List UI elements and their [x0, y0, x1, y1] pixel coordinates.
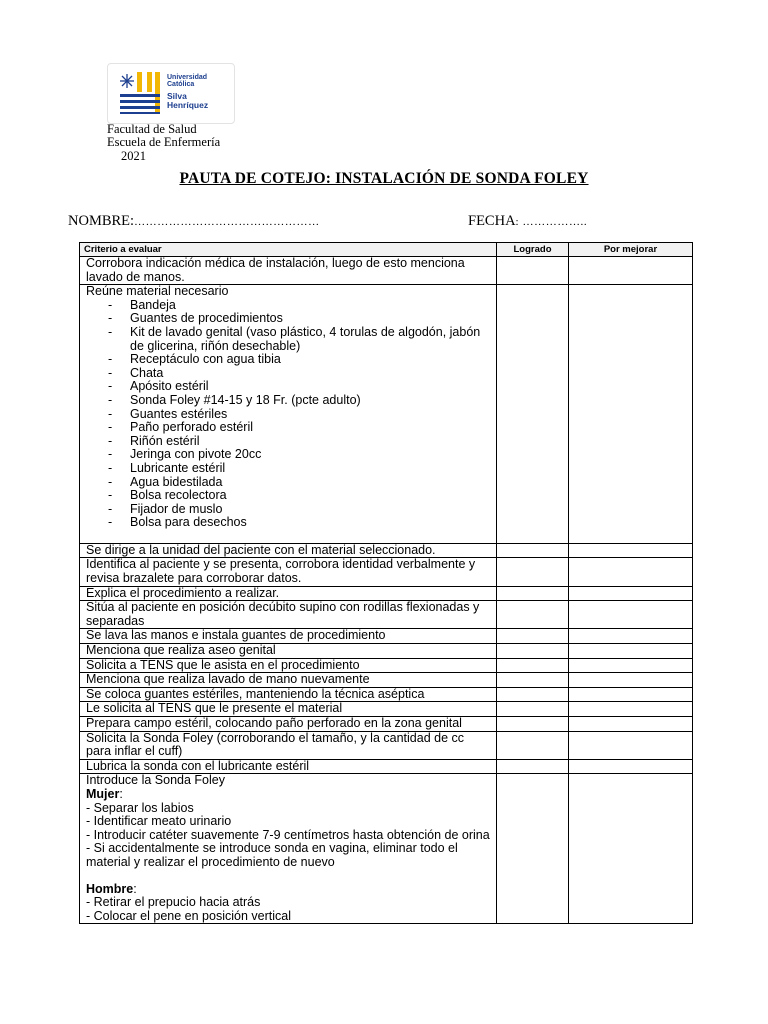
- mujer-steps: [86, 802, 492, 870]
- header-to-improve: Por mejorar: [569, 243, 693, 257]
- improve-cell: [569, 702, 693, 717]
- material-text: Bolsa recolectora: [130, 488, 227, 503]
- procedure-step: - Identificar meato urinario: [86, 814, 232, 829]
- material-text: Lubricante estéril: [130, 460, 226, 475]
- criteria-cell: Menciona que realiza aseo genital: [80, 644, 497, 659]
- table-row: [80, 687, 693, 702]
- material-item: [86, 421, 492, 435]
- criteria-cell: Lubrica la sonda con el lubricante estéril: [80, 759, 497, 774]
- table-row: [80, 673, 693, 688]
- improve-cell: [569, 586, 693, 601]
- material-text: Guantes de procedimientos: [130, 311, 283, 326]
- table-row: [80, 558, 693, 586]
- criteria-cell: Prepara campo estéril, colocando paño perforado en la zona genital: [80, 717, 497, 732]
- hombre-label: Hombre: [86, 881, 134, 896]
- improve-cell: [569, 285, 693, 544]
- material-dash: -: [108, 474, 113, 489]
- material-item: [86, 408, 492, 422]
- improve-cell: [569, 731, 693, 759]
- material-item: [86, 394, 492, 408]
- material-text: Receptáculo con agua tibia: [130, 352, 281, 367]
- material-item: [86, 380, 492, 394]
- achieved-cell: [497, 285, 569, 544]
- achieved-cell: [497, 673, 569, 688]
- criteria-cell: Identifica al paciente y se presenta, corrobora identidad verbalmente y revisa brazalete para corroborar datos.: [80, 558, 497, 586]
- improve-cell: [569, 644, 693, 659]
- materials-title: Reúne material necesario: [86, 284, 229, 299]
- table-row: [80, 717, 693, 732]
- achieved-cell: [497, 257, 569, 285]
- material-text: Bolsa para desechos: [130, 515, 247, 530]
- material-dash: -: [108, 488, 113, 503]
- university-logo: [107, 63, 235, 124]
- material-item: [86, 462, 492, 476]
- name-label: NOMBRE:: [68, 213, 135, 229]
- material-dash: -: [108, 297, 113, 312]
- date-blank: : ……………..: [515, 216, 588, 228]
- table-row: [80, 601, 693, 629]
- table-row: [80, 257, 693, 285]
- faculty-label: Facultad de Salud: [107, 122, 197, 136]
- achieved-cell: [497, 644, 569, 659]
- material-item: [86, 448, 492, 462]
- material-dash: -: [108, 460, 113, 475]
- material-dash: -: [108, 365, 113, 380]
- material-item: [86, 503, 492, 517]
- page-title: PAUTA DE COTEJO: INSTALACIÓN DE SONDA FOLEY: [179, 170, 589, 187]
- material-item: [86, 435, 492, 449]
- criteria-cell: Le solicita al TENS que le presente el material: [80, 702, 497, 717]
- logo-line-4: Henríquez: [167, 100, 209, 110]
- material-dash: -: [108, 515, 113, 530]
- table-row: [80, 702, 693, 717]
- name-blank: …………………………………………: [134, 216, 320, 228]
- improve-cell: [569, 759, 693, 774]
- procedure-step: - Introducir catéter suavemente 7-9 centímetros hasta obtención de orina: [86, 827, 490, 842]
- table-row: [80, 774, 693, 924]
- material-dash: -: [108, 420, 113, 435]
- criteria-cell: Se lava las manos e instala guantes de procedimiento: [80, 629, 497, 644]
- material-text: Bandeja: [130, 297, 176, 312]
- achieved-cell: [497, 774, 569, 924]
- material-dash: -: [108, 379, 113, 394]
- material-text: Fijador de muslo: [130, 501, 223, 516]
- logo-line-2: Católica: [167, 81, 195, 88]
- school-info: [107, 123, 220, 163]
- hombre-steps: [86, 896, 492, 923]
- name-field: [68, 213, 320, 230]
- table-row: [80, 586, 693, 601]
- criteria-cell: Se coloca guantes estériles, manteniendo la técnica aséptica: [80, 687, 497, 702]
- improve-cell: [569, 543, 693, 558]
- date-label: FECHA: [468, 213, 516, 229]
- checklist-table: [79, 242, 693, 924]
- achieved-cell: [497, 543, 569, 558]
- materials-cell: [80, 285, 497, 544]
- mujer-colon: :: [119, 786, 123, 801]
- achieved-cell: [497, 731, 569, 759]
- material-item: [86, 299, 492, 313]
- criteria-cell: Corrobora indicación médica de instalación, luego de esto menciona lavado de manos.: [80, 257, 497, 285]
- achieved-cell: [497, 759, 569, 774]
- table-row: [80, 658, 693, 673]
- table-row: [80, 731, 693, 759]
- improve-cell: [569, 774, 693, 924]
- procedure-step: - Retirar el prepucio hacia atrás: [86, 895, 261, 910]
- table-row: [80, 543, 693, 558]
- criteria-cell: Sitúa al paciente en posición decúbito supino con rodillas flexionadas y separadas: [80, 601, 497, 629]
- improve-cell: [569, 558, 693, 586]
- date-field: [468, 213, 587, 230]
- material-text: Apósito estéril: [130, 379, 209, 394]
- material-text: Chata: [130, 365, 164, 380]
- mujer-label: Mujer: [86, 786, 120, 801]
- table-row: [80, 644, 693, 659]
- material-item: [86, 476, 492, 490]
- improve-cell: [569, 717, 693, 732]
- material-text: Paño perforado estéril: [130, 420, 253, 435]
- improve-cell: [569, 629, 693, 644]
- material-text: Guantes estériles: [130, 406, 228, 421]
- material-item: [86, 326, 492, 353]
- achieved-cell: [497, 717, 569, 732]
- table-header-row: [80, 243, 693, 257]
- material-text: Sonda Foley #14-15 y 18 Fr. (pcte adulto): [130, 392, 361, 407]
- material-text: Jeringa con pivote 20cc: [130, 447, 262, 462]
- material-dash: -: [108, 324, 113, 339]
- materials-list: [86, 299, 492, 530]
- improve-cell: [569, 601, 693, 629]
- criteria-cell: Se dirige a la unidad del paciente con el material seleccionado.: [80, 543, 497, 558]
- material-dash: -: [108, 433, 113, 448]
- material-dash: -: [108, 311, 113, 326]
- material-dash: -: [108, 406, 113, 421]
- criteria-cell: Solicita la Sonda Foley (corroborando el tamaño, y la cantidad de cc para inflar el cuff): [80, 731, 497, 759]
- material-dash: -: [108, 392, 113, 407]
- procedure-step: - Colocar el pene en posición vertical: [86, 908, 291, 923]
- header-criteria: Criterio a evaluar: [80, 243, 497, 257]
- achieved-cell: [497, 601, 569, 629]
- foley-title: Introduce la Sonda Foley: [86, 773, 225, 788]
- table-row: [80, 629, 693, 644]
- material-item: [86, 353, 492, 367]
- achieved-cell: [497, 629, 569, 644]
- improve-cell: [569, 673, 693, 688]
- hombre-colon: :: [133, 881, 137, 896]
- achieved-cell: [497, 658, 569, 673]
- criteria-cell: Solicita a TENS que le asista en el procedimiento: [80, 658, 497, 673]
- table-row: [80, 285, 693, 544]
- material-dash: -: [108, 501, 113, 516]
- material-dash: -: [108, 352, 113, 367]
- logo-line-1: Universidad: [167, 74, 208, 81]
- achieved-cell: [497, 687, 569, 702]
- header-achieved: Logrado: [497, 243, 569, 257]
- material-text: Agua bidestilada: [130, 474, 223, 489]
- university-emblem-icon: [120, 72, 162, 114]
- material-text: Riñón estéril: [130, 433, 200, 448]
- criteria-cell: Menciona que realiza lavado de mano nuevamente: [80, 673, 497, 688]
- year-label: 2021: [121, 148, 146, 163]
- criteria-cell: Explica el procedimiento a realizar.: [80, 586, 497, 601]
- material-item: [86, 489, 492, 503]
- school-label: Escuela de Enfermería: [107, 135, 221, 150]
- material-item: [86, 312, 492, 326]
- material-text: Kit de lavado genital (vaso plástico, 4 torulas de algodón, jabón de glicerina, riñón desechable): [130, 324, 481, 353]
- achieved-cell: [497, 702, 569, 717]
- material-dash: -: [108, 447, 113, 462]
- improve-cell: [569, 687, 693, 702]
- material-item: [86, 516, 492, 530]
- improve-cell: [569, 257, 693, 285]
- logo-line-3: Silva: [167, 91, 187, 101]
- procedure-step: - Separar los labios: [86, 800, 194, 815]
- procedure-step: - Si accidentalmente se introduce sonda en vagina, eliminar todo el material y realizar el procedimiento de nuevo: [86, 841, 458, 869]
- achieved-cell: [497, 558, 569, 586]
- material-item: [86, 367, 492, 381]
- table-row: [80, 759, 693, 774]
- achieved-cell: [497, 586, 569, 601]
- foley-cell: [80, 774, 497, 924]
- improve-cell: [569, 658, 693, 673]
